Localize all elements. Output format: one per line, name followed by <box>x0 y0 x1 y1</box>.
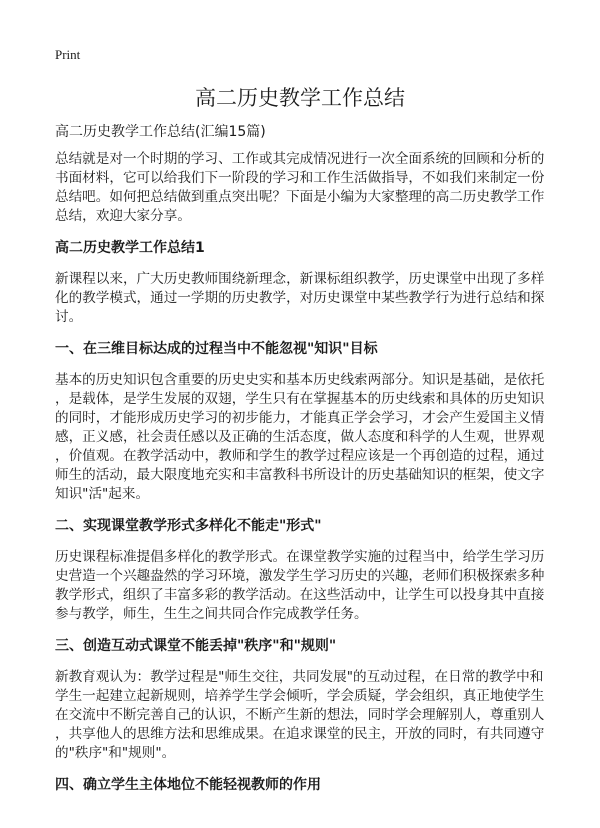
document-body <box>55 150 555 807</box>
section-heading: 四、确立学生主体地位不能轻视教师的作用 <box>55 777 321 793</box>
paragraph-line: 书面材料，它可以给我们下一阶段的学习和工作生活做指导，不如我们来制定一份 <box>55 170 545 186</box>
paragraph-line: 历史课程标准提倡多样化的教学形式。在课堂教学实施的过程当中，给学生学习历 <box>55 549 545 565</box>
paragraph-line: 的"秩序"和"规则"。 <box>55 745 176 761</box>
paragraph-line: 知识"活"起来。 <box>55 486 150 502</box>
section-heading: 三、创造互动式课堂不能丢掉"秩序"和"规则" <box>55 638 337 654</box>
paragraph-line: 总结，欢迎大家分享。 <box>55 208 191 224</box>
paragraph-line: 参与教学，师生，生生之间共同合作完成教学任务。 <box>55 606 368 622</box>
section-heading: 高二历史教学工作总结1 <box>55 240 205 256</box>
paragraph-line: 总结就是对一个时期的学习、工作或其完成情况进行一次全面系统的回顾和分析的 <box>55 151 545 167</box>
section-heading: 二、实现课堂教学形式多样化不能走"形式" <box>55 518 322 534</box>
paragraph-line: 新教育观认为：教学过程是"师生交往，共同发展"的互动过程，在日常的教学中和 <box>55 669 544 685</box>
paragraph-line: 讨。 <box>55 309 83 325</box>
paragraph-line: ，价值观。在教学活动中，教师和学生的教学过程应该是一个再创造的过程，通过 <box>55 448 545 464</box>
paragraph-line: 史营造一个兴趣盎然的学习环境，激发学生学习历史的兴趣，老师们积极探索多种 <box>55 568 545 584</box>
paragraph-line: 的同时，才能形成历史学习的初步能力，才能真正学会学习，才会产生爱国主义情 <box>55 410 545 426</box>
paragraph-line: 总结吧。如何把总结做到重点突出呢？下面是小编为大家整理的高二历史教学工作 <box>55 189 545 205</box>
paragraph-line: 新课程以来，广大历史教师围绕新理念，新课标组织教学，历史课堂中出现了多样 <box>55 271 545 287</box>
paragraph-line: 基本的历史知识包含重要的历史史实和基本历史线索两部分。知识是基础，是依托 <box>55 372 545 388</box>
paragraph <box>55 150 555 226</box>
paragraph <box>55 371 555 504</box>
print-label[interactable]: Print <box>55 47 81 62</box>
document-subtitle: 高二历史教学工作总结(汇编15篇) <box>55 124 266 140</box>
document-title: 高二历史教学工作总结 <box>195 86 405 110</box>
section-heading: 一、在三维目标达成的过程当中不能忽视"知识"目标 <box>55 341 378 357</box>
paragraph <box>55 548 555 624</box>
paragraph-line: 感，正义感，社会责任感以及正确的生活态度，做人态度和科学的人生观，世界观 <box>55 429 545 445</box>
paragraph-line: 学生一起建立起新规则，培养学生学会倾听，学会质疑，学会组织，真正地使学生 <box>55 688 545 704</box>
paragraph-line: 在交流中不断完善自己的认识，不断产生新的想法，同时学会理解别人，尊重别人 <box>55 707 545 723</box>
paragraph-line: 化的教学模式，通过一学期的历史教学，对历史课堂中某些教学行为进行总结和探 <box>55 290 545 306</box>
paragraph-line: 师生的活动，最大限度地充实和丰富教科书所设计的历史基础知识的框架，使文字 <box>55 467 545 483</box>
paragraph <box>55 270 555 327</box>
paragraph-line: ，是载体，是学生发展的双翅，学生只有在掌握基本的历史线索和具体的历史知识 <box>55 391 545 407</box>
paragraph <box>55 668 555 763</box>
paragraph-line: ，共享他人的思维方法和思维成果。在追求课堂的民主，开放的同时，有共同遵守 <box>55 726 545 742</box>
paragraph-line: 教学形式，组织了丰富多彩的教学活动。在这些活动中，让学生可以投身其中直接 <box>55 587 545 603</box>
